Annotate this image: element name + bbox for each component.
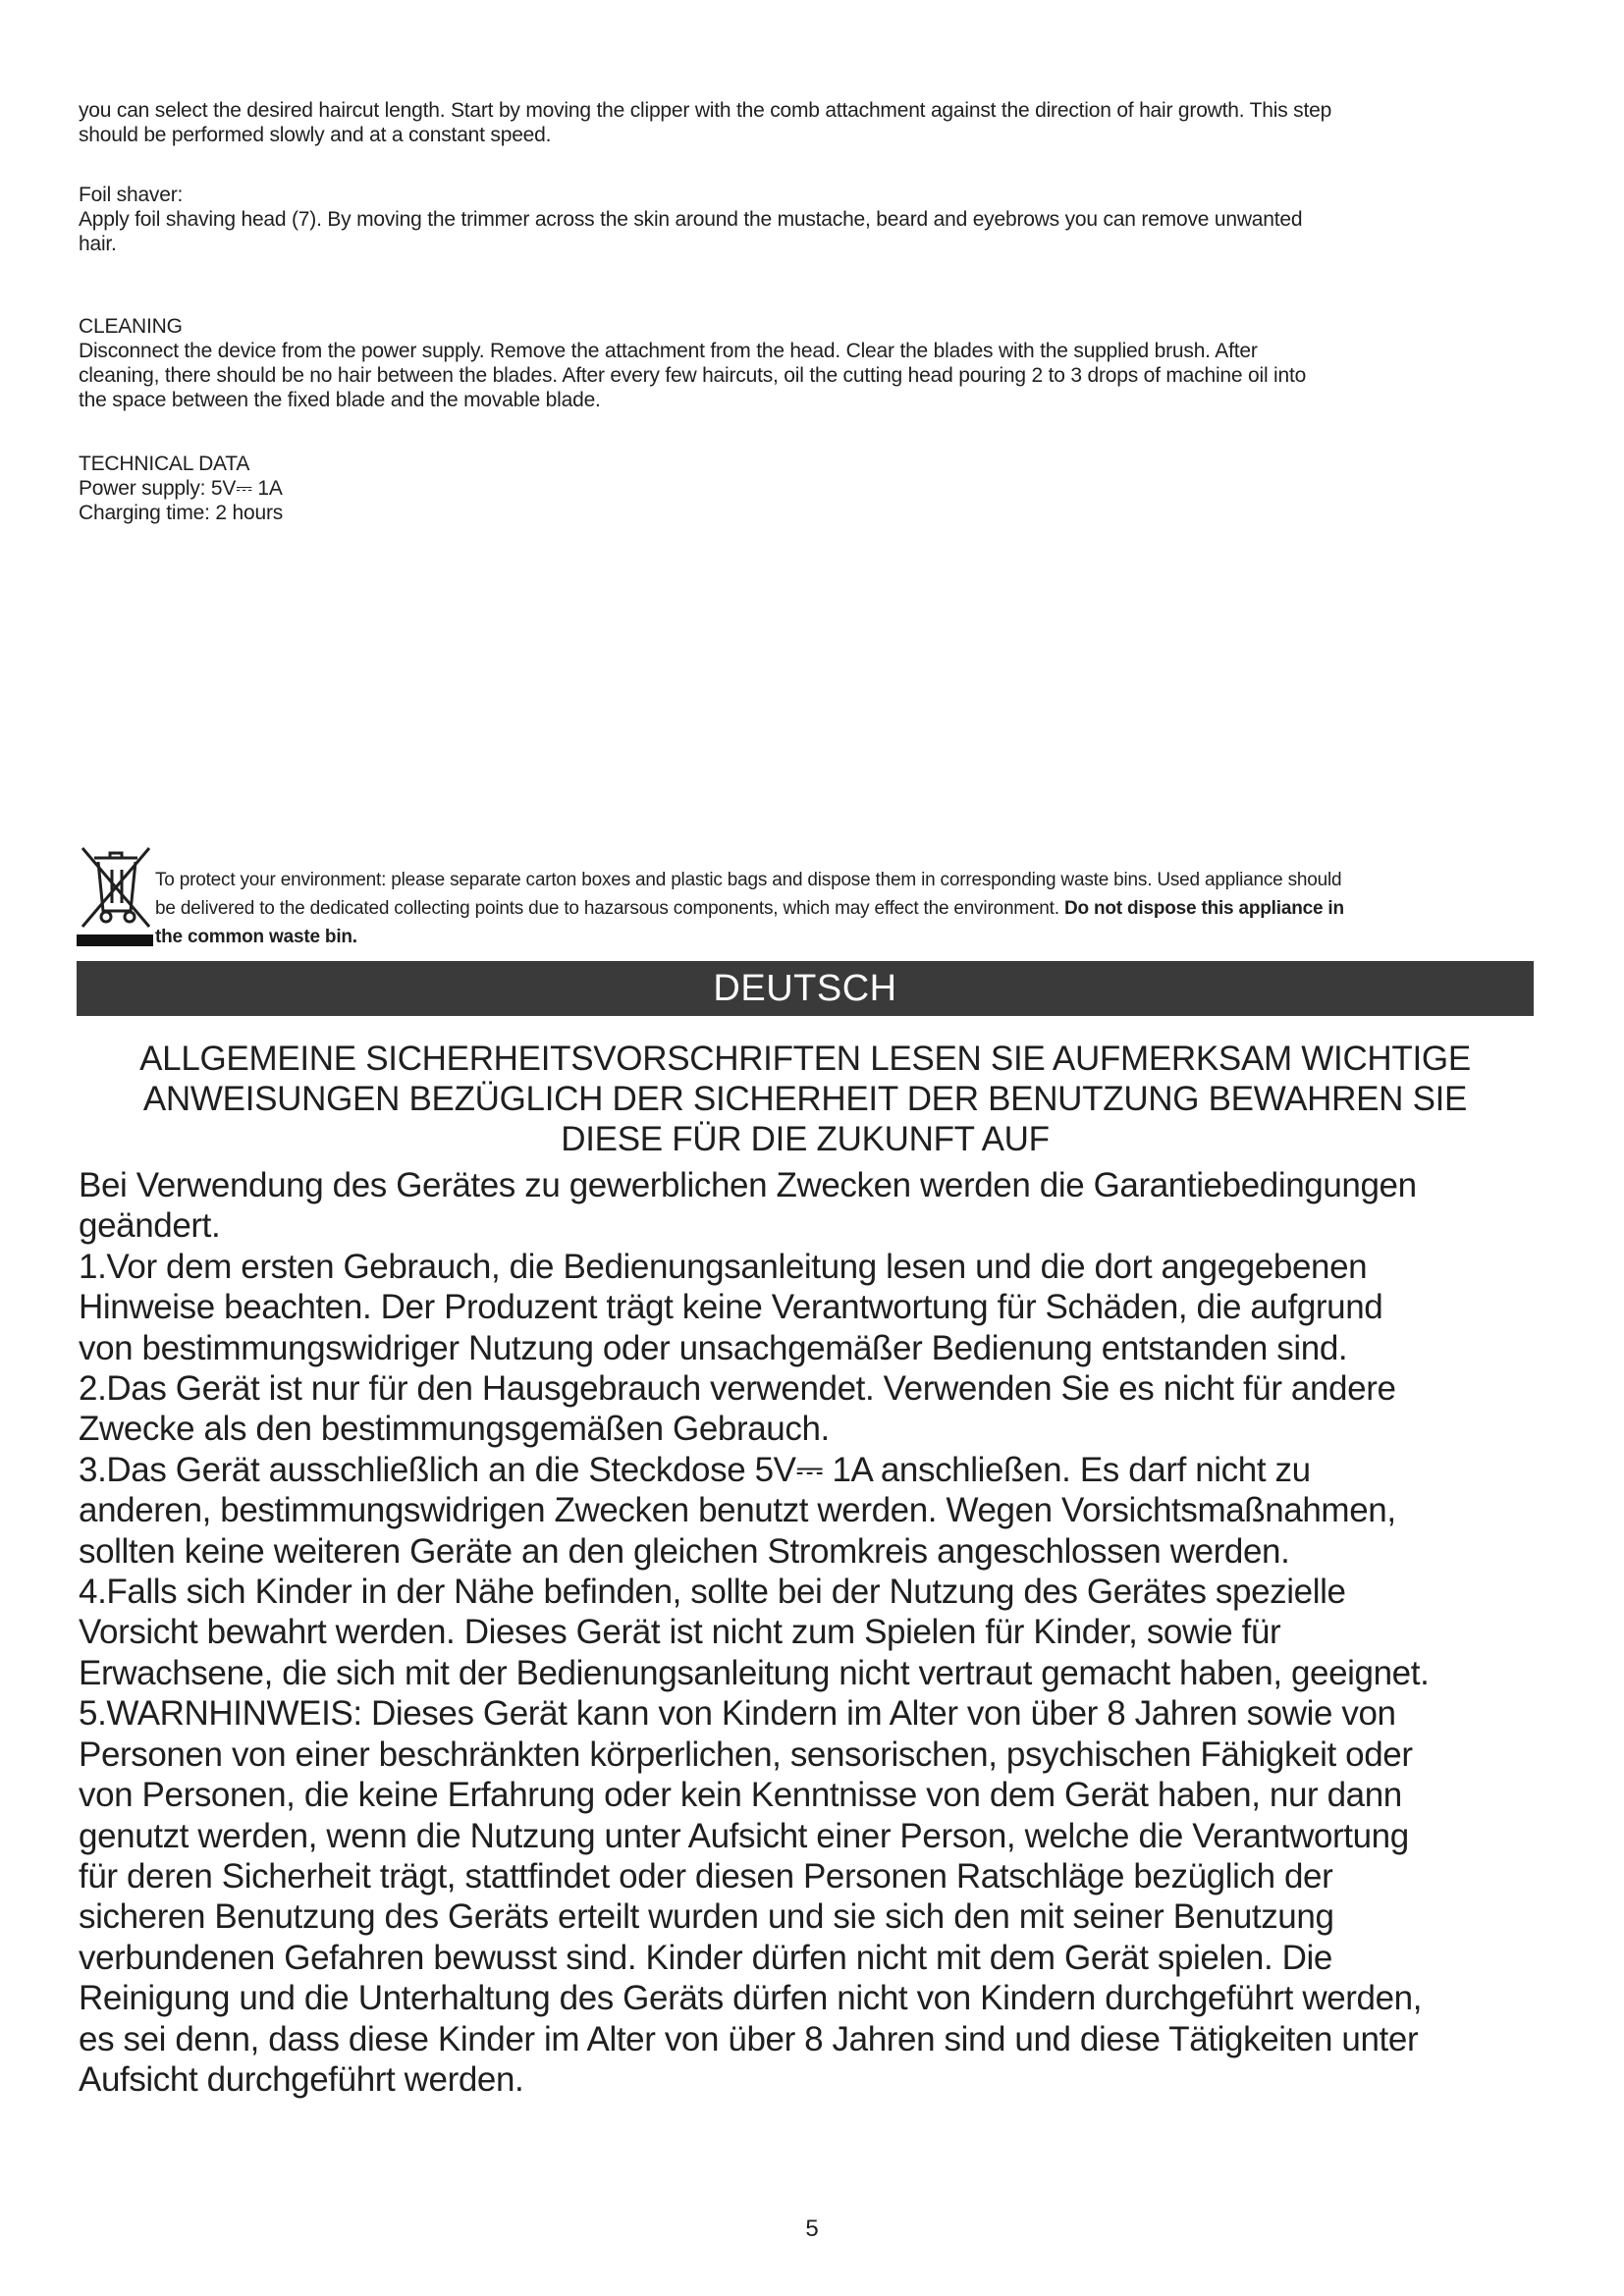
haircut-length-paragraph <box>79 98 1571 147</box>
text-line: To protect your environment: please separate carton boxes and plastic bags and dispose them in corresponding waste bins. Used appliance should <box>155 870 1342 890</box>
text-line: cleaning, there should be no hair between the blades. After every few haircuts, oil the cutting head pouring 2 to 3 drops of machine oil into <box>79 364 1307 387</box>
text-line: Vorsicht bewahrt werden. Dieses Gerät ist nicht zum Spielen für Kinder, sowie für <box>79 1613 1281 1652</box>
technical-data-section <box>79 452 1571 525</box>
safety-instructions-body <box>79 1165 1551 2100</box>
text-line: you can select the desired haircut length. Start by moving the clipper with the comb attachment against the direction of hair growth. This step <box>79 99 1332 122</box>
text-line: von Personen, die keine Erfahrung oder kein Kenntnisse von dem Gerät haben, nur dann <box>79 1776 1402 1815</box>
text-line: Reinigung und die Unterhaltung des Geräts dürfen nicht von Kindern durchgeführt werden, <box>79 1979 1423 2018</box>
text-line <box>155 894 1530 923</box>
text-line: 3.Das Gerät ausschließlich an die Steckdose 5V⎓ 1A anschließen. Es darf nicht zu <box>79 1450 1311 1489</box>
text-line: 5.WARNHINWEIS: Dieses Gerät kann von Kindern im Alter von über 8 Jahren sowie von <box>79 1694 1396 1734</box>
text-line: hair. <box>79 233 117 255</box>
text-fragment: be delivered to the dedicated collecting points due to hazarsous components, which may effect the environment. <box>155 898 1059 919</box>
text-line: von bestimmungswidriger Nutzung oder unsachgemäßer Bedienung entstanden sind. <box>79 1328 1348 1367</box>
text-line: Apply foil shaving head (7). By moving the trimmer across the skin around the mustache, beard and eyebrows you can remove unwanted <box>79 208 1303 231</box>
heading-line: ANWEISUNGEN BEZÜGLICH DER SICHERHEIT DER BENUTZUNG BEWAHREN SIE <box>142 1080 1468 1118</box>
text-line <box>155 923 1530 951</box>
cleaning-section <box>79 314 1571 412</box>
text-line: Hinweise beachten. Der Produzent trägt keine Verantwortung für Schäden, die aufgrund <box>79 1288 1383 1327</box>
text-line: Disconnect the device from the power supply. Remove the attachment from the head. Clear the blades with the supplied brush. After <box>79 340 1258 362</box>
technical-data-title: TECHNICAL DATA <box>79 453 250 475</box>
page-number: 5 <box>805 2216 819 2242</box>
cleaning-title: CLEANING <box>79 315 183 338</box>
foil-shaver-title: Foil shaver: <box>79 184 184 206</box>
text-line: Erwachsene, die sich mit der Bedienungsanleitung nicht vertraut gemacht haben, geeignet. <box>79 1653 1430 1692</box>
text-line: Personen von einer beschränkten körperlichen, sensorischen, psychischen Fähigkeit oder <box>79 1735 1413 1774</box>
text-line: Bei Verwendung des Gerätes zu gewerblichen Zwecken werden die Garantiebedingungen <box>79 1166 1417 1204</box>
power-supply-spec: Power supply: 5V⎓ 1A <box>79 477 283 500</box>
text-line: es sei denn, dass diese Kinder im Alter von über 8 Jahren sind und diese Tätigkeiten unter <box>79 2019 1419 2058</box>
text-line: 2.Das Gerät ist nur für den Hausgebrauch verwendet. Verwenden Sie es nicht für andere <box>79 1369 1396 1409</box>
text-line: sollten keine weiteren Geräte an den gleichen Stromkreis angeschlossen werden. <box>79 1531 1290 1571</box>
text-line: Aufsicht durchgeführt werden. <box>79 2059 524 2099</box>
text-line: the space between the fixed blade and the movable blade. <box>79 389 601 411</box>
charging-time-spec: Charging time: 2 hours <box>79 502 284 524</box>
weee-disposal-notice <box>77 842 1530 952</box>
text-line: genutzt werden, wenn die Nutzung unter Aufsicht einer Person, welche die Verantwortung <box>79 1816 1409 1855</box>
text-line: geändert. <box>79 1206 221 1246</box>
text-line: verbundenen Gefahren bewusst sind. Kinder dürfen nicht mit dem Gerät spielen. Die <box>79 1938 1332 1977</box>
weee-notice-text <box>155 866 1530 951</box>
heading-line: ALLGEMEINE SICHERHEITSVORSCHRIFTEN LESEN SIE AUFMERKSAM WICHTIGE <box>139 1040 1471 1078</box>
text-line: 4.Falls sich Kinder in der Nähe befinden, sollte bei der Nutzung des Gerätes spezielle <box>79 1573 1346 1612</box>
text-line: Zwecke als den bestimmungsgemäßen Gebrauch. <box>79 1410 830 1449</box>
weee-warning-bold: Do not dispose this appliance in <box>1063 898 1344 919</box>
text-line: sicheren Benutzung des Geräts erteilt wurden und sie sich den mit seiner Benutzung <box>79 1897 1334 1937</box>
text-line: 1.Vor dem ersten Gebrauch, die Bedienungsanleitung lesen und die dort angegebenen <box>79 1247 1368 1286</box>
safety-heading <box>79 1039 1532 1159</box>
text-line: should be performed slowly and at a constant speed. <box>79 124 552 146</box>
text-line: anderen, bestimmungswidrigen Zwecken benutzt werden. Wegen Vorsichtsmaßnahmen, <box>79 1491 1396 1530</box>
section-banner-label: DEUTSCH <box>713 968 897 1009</box>
heading-line: DIESE FÜR DIE ZUKUNFT AUF <box>561 1120 1050 1158</box>
weee-warning-bold: the common waste bin. <box>155 927 357 947</box>
crossed-out-wheelie-bin-icon <box>77 842 155 952</box>
text-line: für deren Sicherheit trägt, stattfindet oder diesen Personen Ratschläge bezüglich der <box>79 1856 1333 1896</box>
language-section-banner <box>77 961 1534 1016</box>
foil-shaver-section <box>79 183 1571 256</box>
